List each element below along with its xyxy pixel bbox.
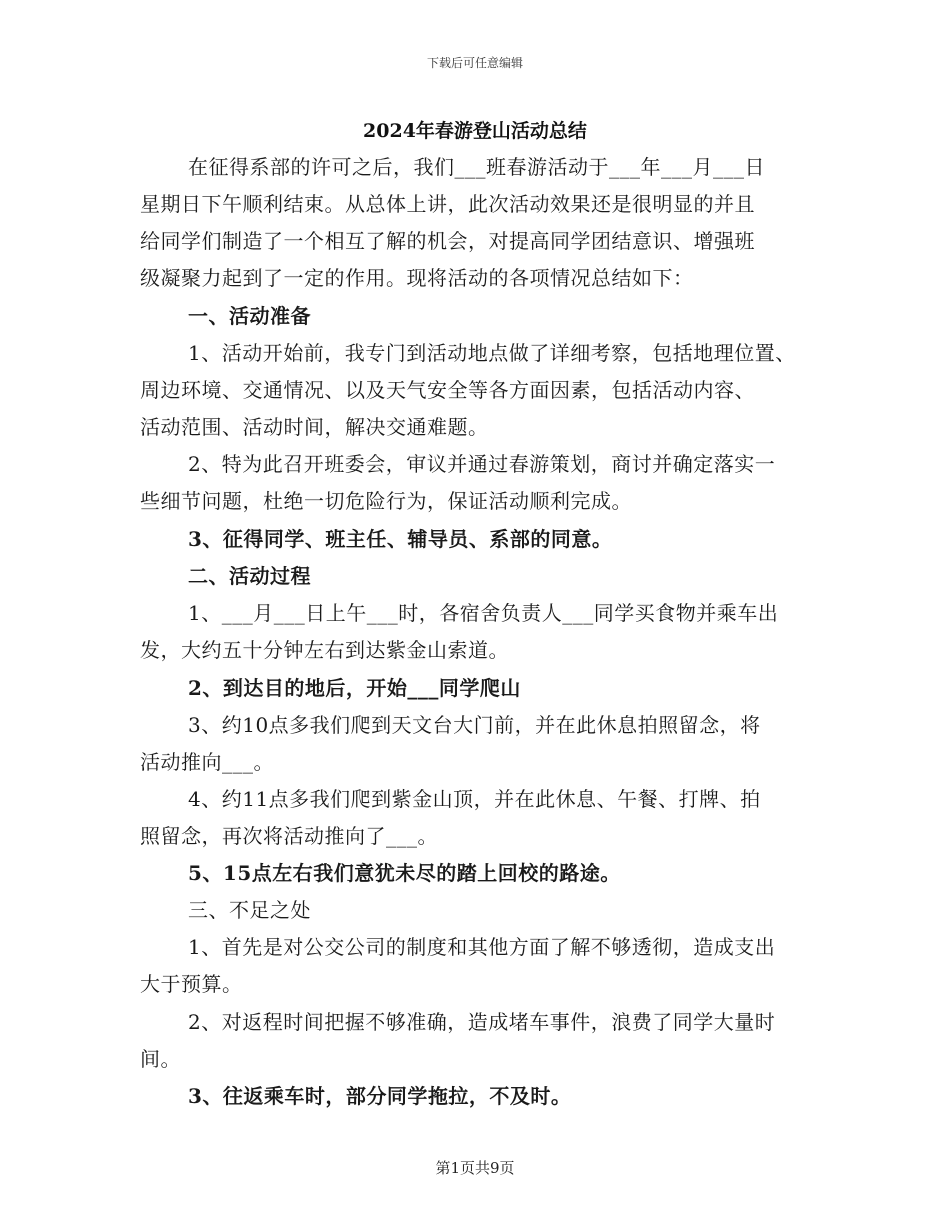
paragraph-line: 照留念，再次将活动推向了___。 xyxy=(140,824,438,848)
paragraph-line: 2、特为此召开班委会，审议并通过春游策划，商讨并确定落实一 xyxy=(188,452,776,476)
bold-paragraph: 3、往返乘车时，部分同学拖拉，不及时。 xyxy=(188,1084,572,1108)
paragraph-line: 给同学们制造了一个相互了解的机会，对提高同学团结意识、增强班 xyxy=(140,229,755,253)
paragraph-line: 星期日下午顺利结束。从总体上讲，此次活动效果还是很明显的并且 xyxy=(140,192,755,216)
section-heading: 一、活动准备 xyxy=(188,304,311,328)
paragraph-line: 活动推向___。 xyxy=(140,750,274,774)
section-heading: 二、活动过程 xyxy=(188,564,311,588)
paragraph-line: 1、首先是对公交公司的制度和其他方面了解不够透彻，造成支出 xyxy=(188,935,776,959)
paragraph-line: 周边环境、交通情况、以及天气安全等各方面因素，包括活动内容、 xyxy=(140,378,755,402)
paragraph-line: 在征得系部的许可之后，我们___班春游活动于___年___月___日 xyxy=(188,155,765,179)
paragraph-line: 发，大约五十分钟左右到达紫金山索道。 xyxy=(140,638,509,662)
bold-paragraph: 5、15点左右我们意犹未尽的踏上回校的路途。 xyxy=(188,861,621,885)
paragraph-line: 大于预算。 xyxy=(140,972,243,996)
header-note: 下载后可任意编辑 xyxy=(426,56,523,70)
paragraph-line: 1、活动开始前，我专门到活动地点做了详细考察，包括地理位置、 xyxy=(188,341,796,365)
bold-paragraph: 3、征得同学、班主任、辅导员、系部的同意。 xyxy=(188,527,613,551)
paragraph-line: 级凝聚力起到了一定的作用。现将活动的各项情况总结如下： xyxy=(140,266,694,290)
paragraph-line: 3、约10点多我们爬到天文台大门前，并在此休息拍照留念，将 xyxy=(188,713,761,737)
paragraph-line: 1、___月___日上午___时，各宿舍负责人___同学买食物并乘车出 xyxy=(188,601,779,625)
bold-paragraph: 2、到达目的地后，开始___同学爬山 xyxy=(188,676,521,700)
paragraph-line: 活动范围、活动时间，解决交通难题。 xyxy=(140,415,489,439)
paragraph-line: 4、约11点多我们爬到紫金山顶，并在此休息、午餐、打牌、拍 xyxy=(188,787,761,811)
section-heading: 三、不足之处 xyxy=(188,898,311,922)
page-footer: 第1页共9页 xyxy=(435,1159,515,1177)
paragraph-line: 间。 xyxy=(140,1047,181,1071)
document-title: 2024年春游登山活动总结 xyxy=(363,120,587,142)
paragraph-line: 2、对返程时间把握不够准确，造成堵车事件，浪费了同学大量时 xyxy=(188,1010,776,1034)
paragraph-line: 些细节问题，杜绝一切危险行为，保证活动顺利完成。 xyxy=(140,489,632,513)
